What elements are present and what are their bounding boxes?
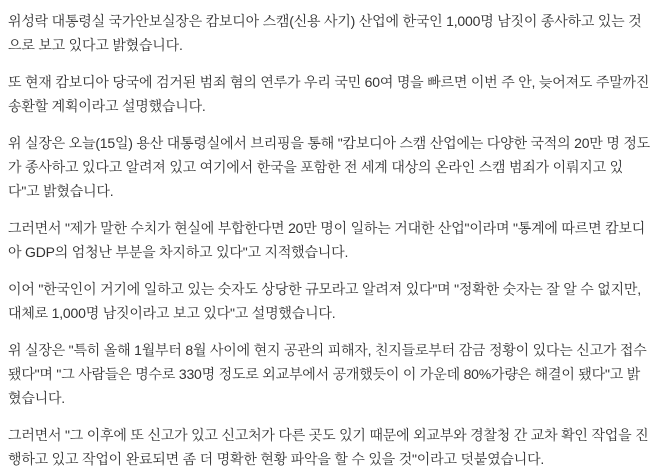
article-paragraph: 이어 "한국인이 거기에 일하고 있는 숫자도 상당한 규모라고 알려져 있다"며 "정확한 숫자는 잘 알 수 없지만, 대체로 1,000명 남짓이라고 보고 있다"고 설명했습니다. [8,281,641,321]
article-paragraph: 위성락 대통령실 국가안보실장은 캄보디아 스캠(신용 사기) 산업에 한국인 1,000명 남짓이 종사하고 있는 것으로 보고 있다고 밝혔습니다. [8,13,642,53]
article-paragraph: 또 현재 캄보디아 당국에 검거된 범죄 혐의 연루가 우리 국민 60여 명을 빠르면 이번 주 안, 늦어져도 주말까진 송환할 계획이라고 설명했습니다. [8,74,650,114]
article-paragraph: 위 실장은 오늘(15일) 용산 대통령실에서 브리핑을 통해 "캄보디아 스캠 산업에는 다양한 국적의 20만 명 정도가 종사하고 있다고 알려져 있고 여기에서 한국을 포함한 전 세계 대상의 온라인 스캠 범죄가 이뤄지고 있다"고 밝혔습니다. [8,135,650,199]
article-paragraph: 그러면서 "제가 말한 수치가 현실에 부합한다면 20만 명이 일하는 거대한 산업"이라며 "통계에 따르면 캄보디아 GDP의 엄청난 부분을 차지하고 있다"고 지적했습니다. [8,220,646,260]
article-paragraph: 그러면서 "그 이후에 또 신고가 있고 신고처가 다른 곳도 있기 때문에 외교부와 경찰청 간 교차 확인 작업을 진행하고 있고 작업이 완료되면 좀 더 명확한 현황 파악을 할 수 있을 것"이라고 덧붙였습니다. [8,427,649,467]
article-paragraph: 위 실장은 "특히 올해 1월부터 8월 사이에 현지 공관의 피해자, 친지들로부터 감금 정황이 있다는 신고가 접수됐다"며 "그 사람들은 명수로 330명 정도로 외교부에서 공개했듯이 이 가운데 80%가량은 해결이 됐다"고 밝혔습니다. [8,342,647,406]
